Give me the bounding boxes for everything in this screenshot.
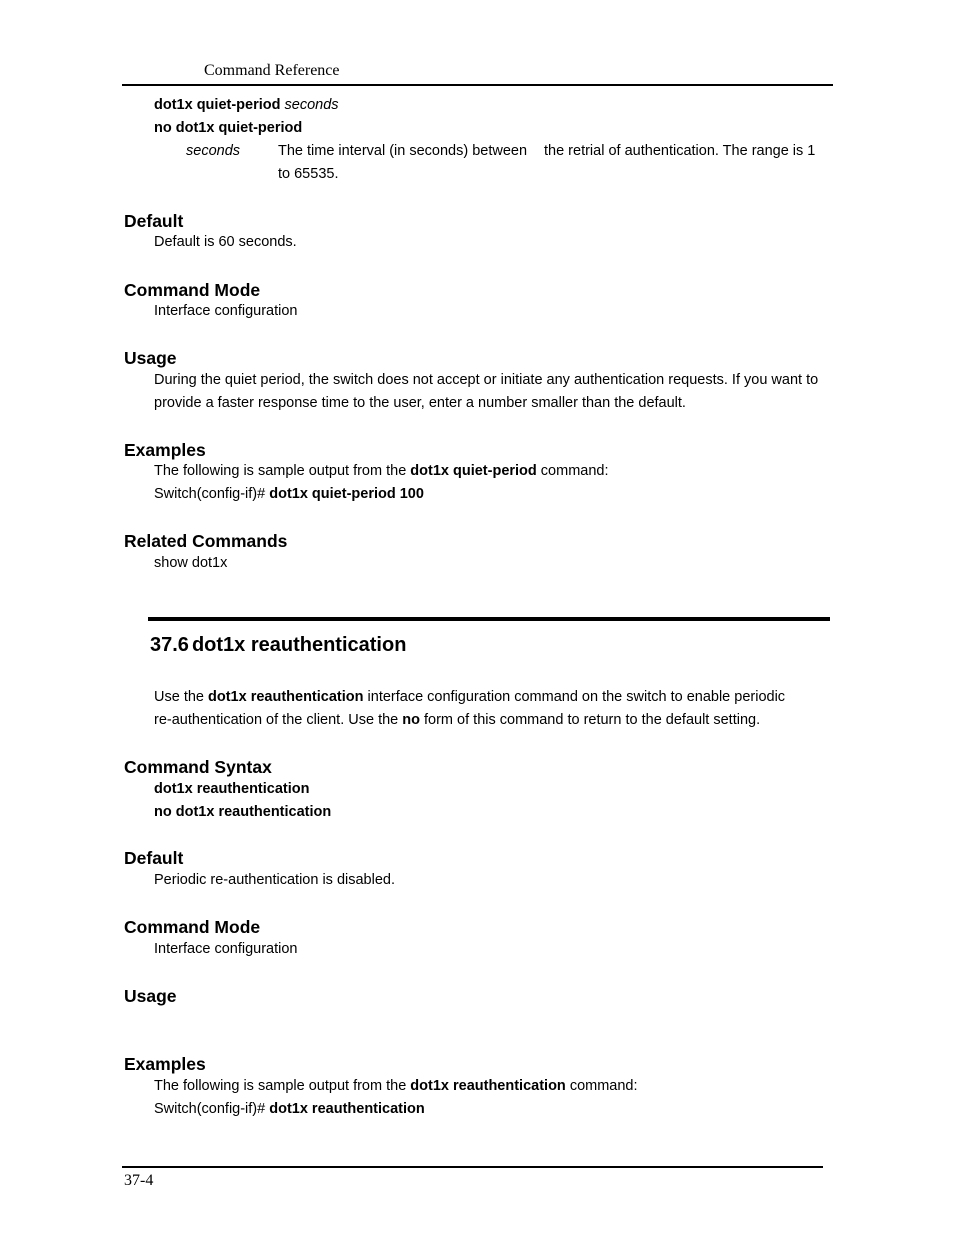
param-desc-part2: the retrial of authentication. The range is 1 [544, 143, 816, 159]
examples-heading-2: Examples [124, 1054, 206, 1074]
header-rule [122, 84, 833, 86]
section-intro-line-1: Use the dot1x reauthentication interface configuration command on the switch to enable periodic [154, 689, 786, 705]
examples-heading: Examples [124, 440, 206, 460]
usage-heading: Usage [124, 348, 177, 368]
param-desc-line2: to 65535. [278, 166, 339, 182]
command-mode-text: Interface configuration [154, 303, 298, 319]
usage-line-2: provide a faster response time to the user, enter a number smaller than the default. [154, 395, 686, 411]
examples-command-line-2: Switch(config-if)# dot1x reauthentication [154, 1101, 425, 1117]
command-mode-heading-2: Command Mode [124, 917, 261, 937]
syntax-line: dot1x quiet-period seconds [154, 97, 339, 113]
command-syntax-no-line: no dot1x reauthentication [154, 804, 332, 820]
examples-command-line: Switch(config-if)# dot1x quiet-period 100 [154, 486, 424, 502]
default-text: Default is 60 seconds. [154, 234, 297, 250]
param-desc-part1: The time interval (in seconds) between [278, 143, 528, 159]
command-mode-text-2: Interface configuration [154, 941, 298, 957]
running-header: Command Reference [204, 62, 340, 79]
section-rule [148, 617, 830, 621]
default-heading: Default [124, 211, 184, 231]
command-syntax-heading: Command Syntax [124, 757, 272, 777]
section-title: 37.6 dot1x reauthentication [150, 634, 407, 656]
command-syntax-line: dot1x reauthentication [154, 781, 310, 797]
usage-heading-2: Usage [124, 986, 177, 1006]
default-text-2: Periodic re-authentication is disabled. [154, 872, 395, 888]
page-number: 37-4 [124, 1172, 154, 1189]
examples-intro: The following is sample output from the dot1x quiet-period command: [154, 463, 609, 479]
command-mode-heading: Command Mode [124, 280, 261, 300]
default-heading-2: Default [124, 848, 184, 868]
examples-intro-2: The following is sample output from the dot1x reauthentication command: [154, 1078, 638, 1094]
footer-rule [122, 1166, 823, 1168]
related-commands-heading: Related Commands [124, 531, 288, 551]
section-intro-line-2: re-authentication of the client. Use the no form of this command to return to the default setting. [154, 712, 761, 728]
syntax-no-line: no dot1x quiet-period [154, 120, 303, 136]
param-name: seconds [186, 143, 241, 159]
usage-line-1: During the quiet period, the switch does not accept or initiate any authentication requests. If you want to [154, 372, 819, 388]
related-commands-text: show dot1x [154, 555, 228, 571]
